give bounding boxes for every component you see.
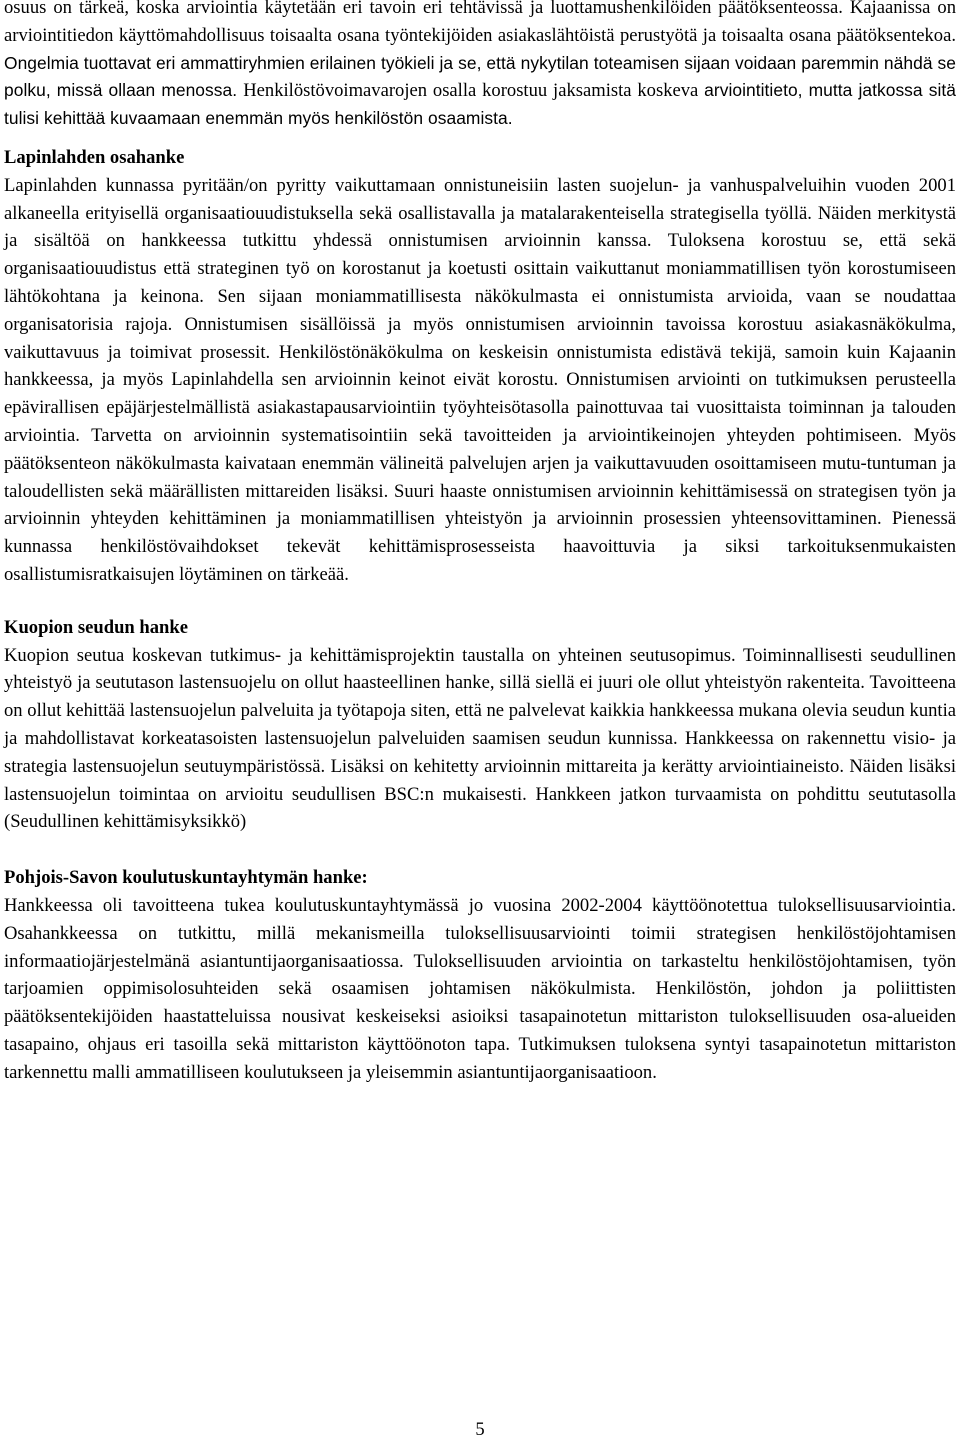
intro-text-sans-2: arviointitieto, mutta jatkossa sitä tulisi kehittää kuvaamaan enemmän myös henkilöstön osaamista.	[4, 80, 956, 129]
intro-paragraph	[4, 0, 956, 133]
section-heading-kuopio: Kuopion seudun hanke	[4, 616, 188, 638]
section-heading-pohjois-savo: Pohjois-Savon koulutuskuntayhtymän hanke:	[4, 867, 368, 889]
page-number: 5	[475, 1419, 485, 1440]
section-body-lapinlahti: Lapinlahden kunnassa pyritään/on pyritty vaikuttamaan onnistuneisiin lasten suojelun- ja vanhuspalveluihin vuoden 2001 alkaneella erityisellä organisaatiouudistuksella sekä osallistavalla ja matalarakenteisella strategisella työllä. Näiden merkitystä ja sisältöä on hankkeessa tutkittu yhdessä onnistumisen arvioinnin kanssa. Tuloksena korostuu se, että sekä organisaatiouudistus että strateginen työ on korostanut ja koetusti osittain vaikuttanut moniammatillisen työn korostumiseen lähtökohtana ja keinona. Sen sijaan moniammatillisesta näkökulmasta ei onnistumista arvioida, vaan se noudattaa organisatorisia rajoja. Onnistumisen sisällöissä ja myös onnistumisen arvioinnin tavoissa korostuu asiakasnäkökulma, vaikuttavuus ja toimivat prosessit. Henkilöstönäkökulma on keskeisin onnistumista edistävä tekijä, samoin kuin Kajaanin hankkeessa, ja myös Lapinlahdella sen arvioinnin keinot eivät korostu. Onnistumisen arviointi on tutkimuksen perusteella epävirallisen epäjärjestelmällistä asiakastapausarviointiin työyhteisötasolla painottuvaa tai vuosittaista toiminnan ja talouden arviointia. Tarvetta on arvioinnin systematisointiin sekä tavoitteiden ja arviointikeinojen yhteyden pohtimiseen. Myös päätöksenteon näkökulmasta kaivataan enemmän välineitä palvelujen arjen ja vaikuttavuuden osoittamiseen mutu-tuntuman ja taloudellisten sekä määrällisten mittareiden lisäksi. Suuri haaste onnistumisen arvioinnin kehittämisessä on strategisen työn ja arvioinnin yhteyden kehittäminen ja moniammatillisen yhteistyön ja arvioinnin prosessien yhteensovittaminen. Pienessä kunnassa henkilöstövaihdokset tekevät kehittämisprosesseista haavoittuvia ja siksi tarkoituksenmukaisten osallistumisratkaisujen löytäminen on tärkeää.	[4, 174, 956, 585]
section-body-kuopio: Kuopion seutua koskevan tutkimus- ja kehittämisprojektin taustalla on yhteinen seutusopimus. Toiminnallisesti seudullinen yhteistyö ja seututason lastensuojelu on ollut haasteellinen hanke, sillä siellä ei juuri ole ollut yhteistyön rakenteita. Tavoitteena on ollut kehittää lastensuojelun palveluita ja työtapoja siten, että ne palvelevat kaikkia hankkeessa mukana olevia seudun kuntia ja mahdollistavat korkeatasoisten lastensuojelun palveluiden saamisen seudun kunnissa. Hankkeessa on rakennettu visio- ja strategia lastensuojelun seutuympäristössä. Lisäksi on kehitetty arvioinnin mittareita ja kerätty arviointiaineisto. Näiden lisäksi lastensuojelun toimintaa on arvioitu seudullisen BSC:n mukaisesti. Hankkeen jatkon turvaamista on pohdittu seututasolla (Seudullinen kehittämisyksikkö)	[4, 644, 956, 833]
intro-text-sans: Ongelmia tuottavat eri ammattiryhmien erilainen työkieli ja se, että nykytilan toteamisen sijaan voidaan paremmin nähdä se polku, missä ollaan menossa.	[4, 52, 956, 101]
intro-text-serif: osuus on tärkeä, koska arviointia käytetään eri tavoin eri tehtävissä ja luottamushenkilöiden päätöksenteossa. Kajaanissa on arviointitiedon käyttömahdollisuus toisaalta osana työntekijöiden asiakaslähtöistä perustyötä ja toisaalta osana päätöksentekoa.	[4, 0, 956, 46]
section-heading-lapinlahti: Lapinlahden osahanke	[4, 146, 185, 168]
section-body-pohjois-savo: Hankkeessa oli tavoitteena tukea koulutuskuntayhtymässä jo vuosina 2002-2004 käyttöönotettua tuloksellisuusarviointia. Osahankkeessa on tutkittu, millä mekanismeilla tuloksellisuusarviointi toimii strategisen henkilöstöjohtamisen informaatiojärjestelmänä asiantuntijaorganisaatiossa. Tuloksellisuuden arviointia on tarkasteltu henkilöstöjohtamisen, työn tarjoamien oppimisolosuhteiden sekä osaamisen johtamisen näkökulmista. Henkilöstön, johdon ja poliittisten päätöksentekijöiden haastatteluissa nousivat keskeiseksi asioiksi tasapainotetun mittariston tuloksellisuuden osa-alueiden tasapaino, ohjaus eri tasoilla sekä mittariston käyttöönoton tapa. Tutkimuksen tuloksena syntyi tasapainotetun mittariston tarkennettu malli ammatilliseen koulutukseen ja yleisemmin asiantuntijaorganisaatioon.	[4, 894, 956, 1083]
intro-text-serif-2: Henkilöstövoimavarojen osalla korostuu jaksamista koskeva	[243, 80, 705, 102]
